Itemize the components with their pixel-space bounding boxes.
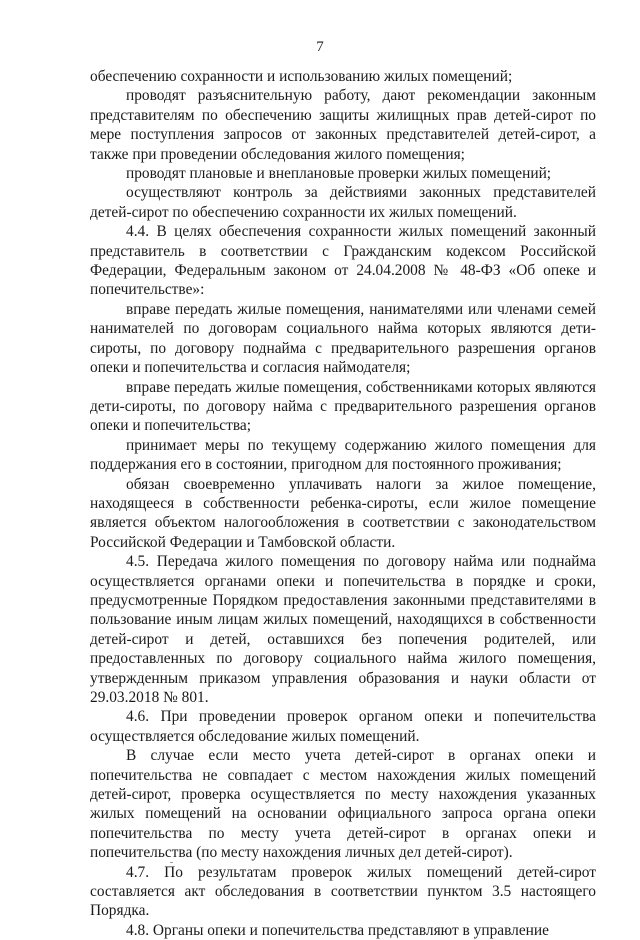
paragraph-4-5: 4.5. Передача жилого помещения по договору найма или поднайма осуществляется органами опеки и попечительства в порядке и сроки, предусмотренные Порядком предоставления законными представителями в пользование иным лицам жилых помещений, находящихся в собственности детей-сирот и детей, оставшихся без попечения родителей, или предоставленных по договору социального найма жилого помещения, утвержденным приказом управления образования и науки области от 29.03.2018 № 801. [90,553,596,706]
paragraph-4-4: 4.4. В целях обеспечения сохранности жилых помещений законный представитель в соответствии с Гражданским кодексом Российской Федерации, Федеральным законом от 24.04.2008 № 48-ФЗ «Об опеке и попечительстве»: [90,223,596,299]
scan-artifact-mark [170,862,173,863]
paragraph-explanatory-work: проводят разъяснительную работу, дают рекомендации законным представителям по обеспечению защиты жилищных прав детей-сирот по мере поступления запросов от законных представителей детей-сирот, а также при проведении обследования жилого помещения; [90,87,596,163]
paragraph-control: осуществляют контроль за действиями законных представителей детей-сирот по обеспечению сохранности их жилых помещений. [90,184,596,221]
document-body [90,67,596,940]
paragraph-continuation: обеспечению сохранности и использованию жилых помещений; [90,68,513,85]
paragraph-inspections: проводят плановые и внеплановые проверки жилых помещений; [126,165,552,183]
paragraph-lease-right: вправе передать жилые помещения, собственниками которых являются дети-сироты, по договору найма с предварительного разрешения органов опеки и попечительства; [90,378,596,435]
paragraph-sublease-right: вправе передать жилые помещения, нанимателями или членами семей нанимателей по договорам социального найма которых являются дети-сироты, по договору поднайма с предварительного разрешения органов опеки и попечительства и согласия наймодателя; [90,300,596,377]
paragraph-maintenance: принимает меры по текущему содержанию жилого помещения для поддержания его в состоянии, пригодном для постоянного проживания; [90,436,596,474]
paragraph-4-7: 4.7. По результатам проверок жилых помещений детей-сирот составляется акт обследования в соответствии пунктом 3.5 настоящего Порядка. [90,863,596,920]
paragraph-taxes: обязан своевременно уплачивать налоги за жилое помещение, находящееся в собственности ребенка-сироты, если жилое помещение является объектом налогообложения в соответствии с законодательством Российской Федерации и Тамбовской области. [90,475,596,551]
paragraph-4-8: 4.8. Органы опеки и попечительства представляют в управление [126,921,549,939]
paragraph-registration-location: В случае если место учета детей-сирот в органах опеки и попечительства не совпадает с местом нахождения жилых помещений детей-сирот, проверка осуществляется по месту нахождения указанных жилых помещений на основании официального запроса органа опеки попечительства по месту учета детей-сирот в органах опеки и попечительства (по месту нахождения личных дел детей-сирот). [90,747,596,862]
paragraph-4-6: 4.6. При проведении проверок органом опеки и попечительства осуществляется обследование жилых помещений. [90,708,596,745]
page-number: 7 [316,39,324,55]
